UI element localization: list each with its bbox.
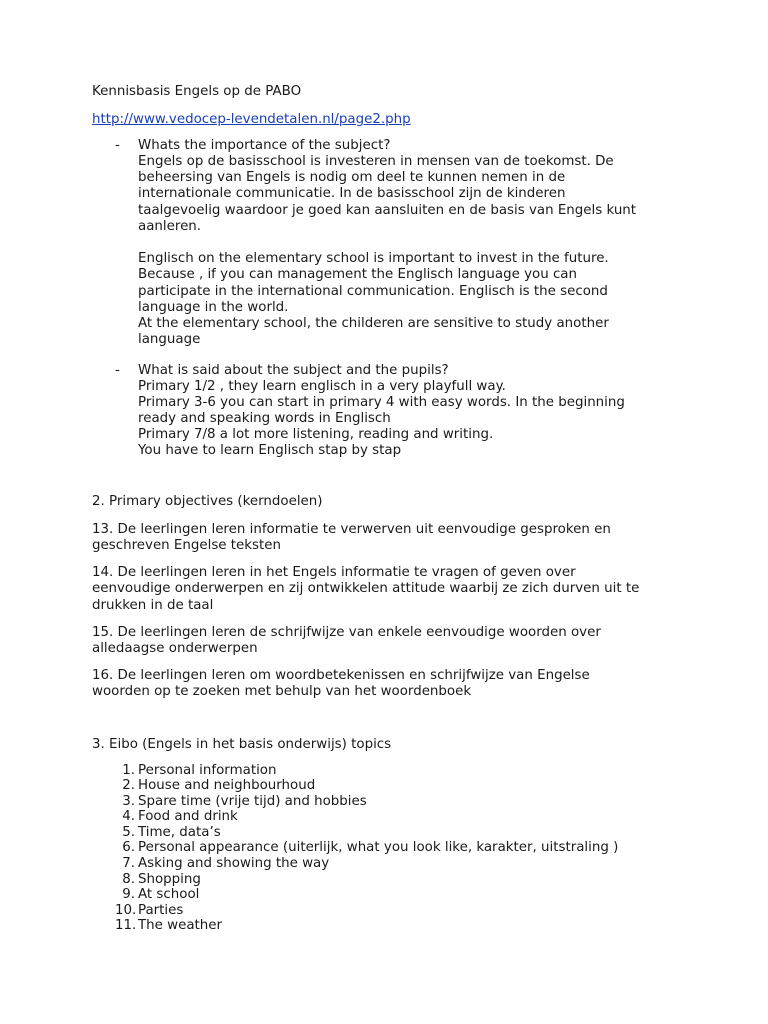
answer-line: ready and speaking words in Englisch — [138, 411, 391, 426]
answer-nl-line: taalgevoelig waardoor je goed kan aansluiten en de basis van Engels kunt — [138, 203, 637, 218]
answer-en-line: language — [138, 332, 201, 347]
list-item: Spare time (vrije tijd) and hobbies — [138, 794, 367, 809]
list-item: Food and drink — [138, 809, 238, 824]
objective-14-line: 14. De leerlingen leren in het Engels informatie te vragen of geven over — [92, 565, 576, 580]
answer-en-line: At the elementary school, the childeren are sensitive to study another — [138, 316, 609, 331]
objective-15-line: 15. De leerlingen leren de schrijfwijze van enkele eenvoudige woorden over — [92, 625, 601, 640]
list-number: 9. — [122, 887, 135, 902]
list-number: 3. — [122, 794, 135, 809]
objective-14-line: eenvoudige onderwerpen en zij ontwikkelen attitude waarbij ze zich durven uit te — [92, 581, 640, 596]
section-heading-topics: 3. Eibo (Engels in het basis onderwijs) topics — [92, 737, 392, 752]
list-number: 5. — [122, 825, 135, 840]
answer-en-line: Englisch on the elementary school is important to invest in the future. — [138, 251, 609, 266]
list-number: 7. — [122, 856, 135, 871]
reference-link[interactable]: http://www.vedocep-levendetalen.nl/page2.php — [92, 112, 411, 127]
list-number: 4. — [122, 809, 135, 824]
document-title: Kennisbasis Engels op de PABO — [92, 84, 302, 99]
list-item: House and neighbourhoud — [138, 778, 316, 793]
list-item: Parties — [138, 903, 184, 918]
answer-line: Primary 7/8 a lot more listening, reading and writing. — [138, 427, 494, 442]
bullet-dash: - — [115, 138, 120, 153]
answer-en-line: Because , if you can management the Englisch language you can — [138, 267, 578, 282]
answer-nl-line: aanleren. — [138, 219, 202, 234]
list-item: Time, data’s — [138, 825, 221, 840]
list-number: 6. — [122, 840, 135, 855]
answer-en-line: language in the world. — [138, 300, 289, 315]
answer-nl-line: beheersing van Engels is nodig om deel te kunnen nemen in de — [138, 170, 566, 185]
list-item: Asking and showing the way — [138, 856, 330, 871]
objective-13-line: geschreven Engelse teksten — [92, 538, 281, 553]
list-item: At school — [138, 887, 200, 902]
bullet-dash: - — [115, 363, 120, 378]
list-number: 2. — [122, 778, 135, 793]
question-importance: Whats the importance of the subject? — [138, 138, 391, 153]
objective-16-line: woorden op te zoeken met behulp van het woordenboek — [92, 684, 472, 699]
section-heading-objectives: 2. Primary objectives (kerndoelen) — [92, 494, 323, 509]
answer-line: Primary 1/2 , they learn englisch in a very playfull way. — [138, 379, 506, 394]
answer-line: You have to learn Englisch stap by stap — [138, 443, 402, 458]
answer-nl-line: internationale communicatie. In de basisschool zijn de kinderen — [138, 186, 566, 201]
list-item: Shopping — [138, 872, 201, 887]
answer-en-line: participate in the international communication. Englisch is the second — [138, 284, 608, 299]
objective-15-line: alledaagse onderwerpen — [92, 641, 258, 656]
objective-14-line: drukken in de taal — [92, 598, 214, 613]
question-subject-pupils: What is said about the subject and the pupils? — [138, 363, 449, 378]
list-item: The weather — [138, 918, 223, 933]
answer-line: Primary 3-6 you can start in primary 4 with easy words. In the beginning — [138, 395, 625, 410]
list-item: Personal appearance (uiterlijk, what you look like, karakter, uitstraling ) — [138, 840, 619, 855]
list-number: 10. — [115, 903, 137, 918]
objective-16-line: 16. De leerlingen leren om woordbetekenissen en schrijfwijze van Engelse — [92, 668, 590, 683]
answer-nl-line: Engels op de basisschool is investeren in mensen van de toekomst. De — [138, 154, 614, 169]
list-item: Personal information — [138, 763, 277, 778]
list-number: 1. — [122, 763, 135, 778]
list-number: 8. — [122, 872, 135, 887]
list-number: 11. — [115, 918, 137, 933]
objective-13-line: 13. De leerlingen leren informatie te verwerven uit eenvoudige gesproken en — [92, 522, 611, 537]
